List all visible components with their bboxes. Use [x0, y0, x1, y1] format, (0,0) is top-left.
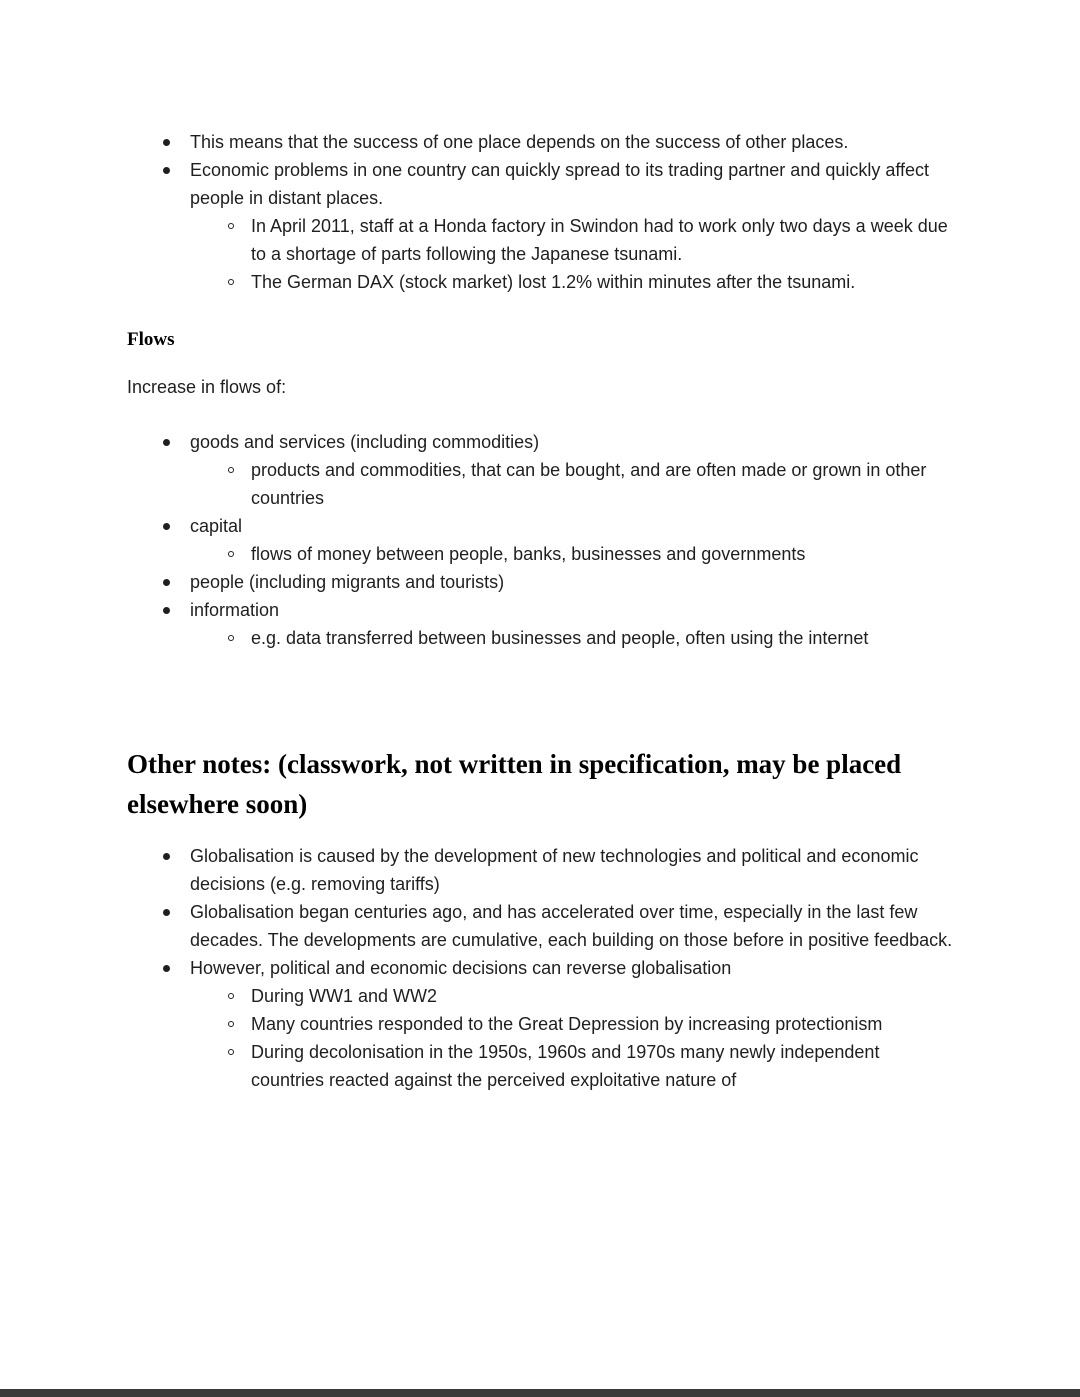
- bullet-disc-icon: [163, 909, 170, 916]
- list-item-text: capital: [190, 516, 243, 536]
- bullet-circle-icon: [228, 467, 234, 473]
- list-item: [127, 1038, 955, 1094]
- list-item: [127, 954, 955, 982]
- bullet-circle-icon: [228, 635, 234, 641]
- flows-heading: Flows: [127, 329, 175, 350]
- bullet-circle-icon: [228, 1021, 234, 1027]
- bullet-disc-icon: [163, 139, 170, 146]
- bullet-disc-icon: [163, 853, 170, 860]
- bullet-disc-icon: [163, 965, 170, 972]
- flows-intro-paragraph: Increase in flows of:: [127, 377, 287, 397]
- other-notes-bullet-list: [127, 842, 955, 1094]
- other-notes-heading: Other notes: (classwork, not written in specification, may be placed elsewhere soon): [127, 749, 902, 819]
- list-item: [127, 568, 955, 596]
- bullet-circle-icon: [228, 551, 234, 557]
- list-item: [127, 428, 955, 456]
- bullet-disc-icon: [163, 523, 170, 530]
- list-item-text: Economic problems in one country can quickly spread to its trading partner and quickly affect people in distant places.: [190, 160, 930, 208]
- list-item-text: In April 2011, staff at a Honda factory in Swindon had to work only two days a week due to a shortage of parts following the Japanese tsunami.: [251, 216, 948, 264]
- list-item: [127, 898, 955, 954]
- list-item-text: goods and services (including commodities): [190, 432, 540, 452]
- list-item-text: This means that the success of one place depends on the success of other places.: [190, 132, 849, 152]
- bullet-circle-icon: [228, 993, 234, 999]
- bullet-disc-icon: [163, 439, 170, 446]
- list-item: [127, 512, 955, 540]
- list-item-text: products and commodities, that can be bought, and are often made or grown in other countries: [251, 460, 927, 508]
- list-item-text: e.g. data transferred between businesses and people, often using the internet: [251, 628, 869, 648]
- list-item: [127, 156, 955, 212]
- list-item: [127, 268, 955, 296]
- bullet-circle-icon: [228, 279, 234, 285]
- list-item: [127, 1010, 955, 1038]
- list-item-text: flows of money between people, banks, businesses and governments: [251, 544, 806, 564]
- intro-bullet-list: [127, 128, 955, 296]
- list-item: [127, 842, 955, 898]
- list-item: [127, 212, 955, 268]
- list-item-text: Many countries responded to the Great Depression by increasing protectionism: [251, 1014, 883, 1034]
- list-item-text: people (including migrants and tourists): [190, 572, 505, 592]
- list-item: [127, 596, 955, 624]
- list-item: [127, 456, 955, 512]
- list-item-text: During decolonisation in the 1950s, 1960s and 1970s many newly independent countries reacted against the perceived exploitative nature of: [251, 1042, 880, 1090]
- list-item: [127, 128, 955, 156]
- bullet-disc-icon: [163, 579, 170, 586]
- document-content: [127, 128, 955, 1094]
- list-item-text: Globalisation began centuries ago, and has accelerated over time, especially in the last few decades. The developments are cumulative, each building on those before in positive feedback.: [190, 902, 953, 950]
- bullet-disc-icon: [163, 167, 170, 174]
- bullet-circle-icon: [228, 223, 234, 229]
- page-bottom-edge: [0, 1389, 1080, 1397]
- bullet-circle-icon: [228, 1049, 234, 1055]
- list-item-text: During WW1 and WW2: [251, 986, 438, 1006]
- list-item-text: Globalisation is caused by the development of new technologies and political and economic decisions (e.g. removing tariffs): [190, 846, 919, 894]
- bullet-disc-icon: [163, 607, 170, 614]
- list-item-text: However, political and economic decisions can reverse globalisation: [190, 958, 732, 978]
- list-item: [127, 540, 955, 568]
- list-item-text: information: [190, 600, 280, 620]
- list-item: [127, 982, 955, 1010]
- list-item: [127, 624, 955, 652]
- flows-bullet-list: [127, 428, 955, 652]
- list-item-text: The German DAX (stock market) lost 1.2% within minutes after the tsunami.: [251, 272, 856, 292]
